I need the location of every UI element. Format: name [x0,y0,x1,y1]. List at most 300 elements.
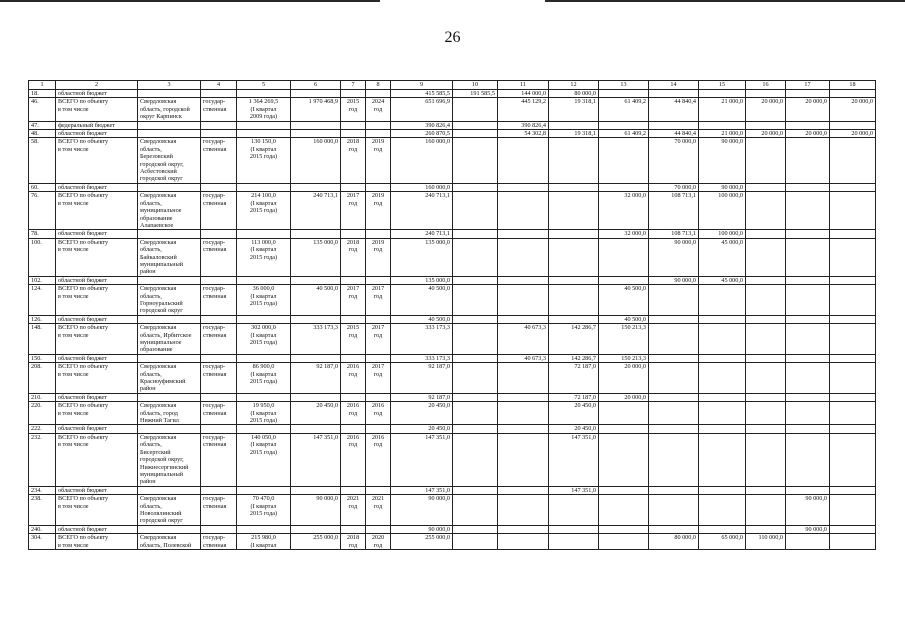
table-cell [366,276,391,284]
header-cell: 17 [786,81,830,90]
table-cell: 48. [29,130,56,138]
table-cell [830,315,876,323]
table-cell: областной бюджет [56,230,138,238]
table-cell [830,525,876,533]
table-cell: 222. [29,425,56,433]
table-cell [138,315,201,323]
table-cell [453,354,498,362]
table-cell [453,138,498,183]
header-cell: 12 [549,81,599,90]
table-cell [830,534,876,550]
table-cell: 20 000,0 [786,130,830,138]
table-cell [786,393,830,401]
table-cell [453,285,498,316]
table-cell [453,402,498,425]
table-cell [746,495,786,526]
table-cell: 20 450,0 [549,425,599,433]
table-cell: 2015 год [341,98,366,121]
table-cell: 2019 год [366,192,391,230]
table-cell [830,285,876,316]
table-cell: областной бюджет [56,425,138,433]
table-cell [453,534,498,550]
table-cell [649,315,699,323]
table-cell: 148. [29,324,56,355]
table-cell [341,354,366,362]
table-cell [746,121,786,129]
table-cell [549,276,599,284]
table-cell [237,425,291,433]
table-cell [341,486,366,494]
table-cell: 240 713,1 [291,192,341,230]
table-cell: 70 000,0 [649,183,699,191]
table-cell: 142 286,7 [549,354,599,362]
table-cell: Свердловская область, Байкаловский муниципальный район [138,238,201,276]
table-cell: 47. [29,121,56,129]
table-row [29,130,876,138]
table-cell [746,276,786,284]
table-cell [830,121,876,129]
table-cell [138,183,201,191]
table-cell: 54 302,8 [498,130,549,138]
table-cell: 1 970 468,9 [291,98,341,121]
table-row [29,354,876,362]
table-cell: 40 500,0 [391,285,453,316]
table-cell: 20 450,0 [391,425,453,433]
table-cell: 20 000,0 [746,130,786,138]
table-cell: 210. [29,393,56,401]
table-cell [366,121,391,129]
table-cell [649,363,699,394]
header-cell: 15 [699,81,746,90]
table-cell [453,130,498,138]
table-cell: 32 000,0 [599,230,649,238]
table-cell: 92 187,0 [291,363,341,394]
table-row [29,192,876,230]
table-cell: 72 187,0 [549,363,599,394]
table-cell [291,425,341,433]
table-cell [746,90,786,98]
table-cell: 78. [29,230,56,238]
table-cell: 108 713,1 [649,230,699,238]
table-cell: 215 980,0 (I квартал [237,534,291,550]
table-cell: 2019 год [366,138,391,183]
table-cell: ВСЕГО по объекту в том числе [56,402,138,425]
table-cell: 2017 год [341,192,366,230]
table-cell: 45 000,0 [699,238,746,276]
table-cell [498,315,549,323]
table-cell [138,425,201,433]
top-rule-left [0,0,380,2]
header-cell: 18 [830,81,876,90]
table-cell: 390 826,4 [391,121,453,129]
table-cell [599,238,649,276]
table-cell [786,121,830,129]
table-cell: 2024 год [366,98,391,121]
table-cell [599,425,649,433]
table-row [29,402,876,425]
table-row [29,393,876,401]
table-cell: 19 318,1 [549,98,599,121]
table-cell [786,230,830,238]
table-cell [699,402,746,425]
table-cell [341,276,366,284]
table-cell [366,354,391,362]
table-cell: 20 000,0 [746,98,786,121]
table-cell [649,525,699,533]
table-cell: 90 000,0 [699,183,746,191]
table-cell: 142 286,7 [549,324,599,355]
table-cell [453,495,498,526]
table-cell: 90 000,0 [391,495,453,526]
table-cell: областной бюджет [56,276,138,284]
table-cell: 21 000,0 [699,98,746,121]
table-cell [237,393,291,401]
table-cell [366,230,391,238]
table-cell: 126. [29,315,56,323]
table-cell: 19 950,0 (I квартал 2015 года) [237,402,291,425]
table-cell [201,183,237,191]
table-row [29,183,876,191]
table-cell [341,525,366,533]
table-row [29,425,876,433]
table-cell: 160 000,0 [291,138,341,183]
table-cell [786,534,830,550]
table-cell [746,425,786,433]
table-cell: Свердловская область, городской округ Карпинск [138,98,201,121]
table-cell [746,138,786,183]
table-cell: 36 000,0 (I квартал 2015 года) [237,285,291,316]
table-cell [830,363,876,394]
table-cell: 108 713,1 [649,192,699,230]
table-cell [453,525,498,533]
table-cell [599,433,649,486]
table-cell: 651 696,9 [391,98,453,121]
table-cell: 76. [29,192,56,230]
table-cell [830,192,876,230]
table-cell [830,393,876,401]
table-cell [549,534,599,550]
table-cell: 147 351,0 [291,433,341,486]
table-cell: 86 900,0 (I квартал 2015 года) [237,363,291,394]
table-cell [201,90,237,98]
table-cell [498,393,549,401]
table-cell: 208. [29,363,56,394]
table-cell: Свердловская область, Березовский городской округ, Асбестовский городской округ [138,138,201,183]
table-cell: государ- ственная [201,138,237,183]
table-cell [830,138,876,183]
table-cell: 20 000,0 [830,130,876,138]
table-cell: Свердловская область, Полевской [138,534,201,550]
table-cell: Свердловская область, Бисертский городской округ, Нижнесергинский муниципальный район [138,433,201,486]
table-cell [138,525,201,533]
table-cell [453,393,498,401]
table-cell: 110 000,0 [746,534,786,550]
table-cell [453,486,498,494]
table-cell [830,238,876,276]
table-cell: ВСЕГО по объекту в том числе [56,192,138,230]
table-cell: 135 000,0 [391,238,453,276]
table-cell [237,486,291,494]
table-cell [237,230,291,238]
table-cell: 90 000,0 [786,495,830,526]
table-cell: 40 500,0 [391,315,453,323]
table-cell [549,525,599,533]
table-cell [498,425,549,433]
table-cell: 415 585,5 [391,90,453,98]
table-cell [453,433,498,486]
table-cell [291,354,341,362]
table-cell [549,183,599,191]
table-cell [746,433,786,486]
table-cell [830,402,876,425]
table-cell: 40 673,3 [498,324,549,355]
table-cell [237,121,291,129]
table-cell: 20 000,0 [599,363,649,394]
table-cell [746,183,786,191]
table-cell [498,363,549,394]
table-cell: ВСЕГО по объекту в том числе [56,363,138,394]
table-cell: государ- ственная [201,192,237,230]
table-cell: 72 187,0 [549,393,599,401]
table-cell [341,130,366,138]
table-cell [786,354,830,362]
table-cell [746,393,786,401]
table-cell: 191 585,5 [453,90,498,98]
table-cell: государ- ственная [201,433,237,486]
table-cell [786,276,830,284]
table-cell: ВСЕГО по объекту в том числе [56,138,138,183]
table-cell [549,138,599,183]
table-cell: 333 173,3 [291,324,341,355]
table-cell [599,534,649,550]
table-cell: 20 000,0 [786,98,830,121]
table-cell [746,192,786,230]
table-cell [201,315,237,323]
table-cell: 32 000,0 [599,192,649,230]
table-cell: Свердловская область, Новолялинский городской округ [138,495,201,526]
header-cell: 7 [341,81,366,90]
table-cell: 2019 год [366,238,391,276]
table-cell [341,393,366,401]
table-cell [599,183,649,191]
table-cell: 2016 год [341,402,366,425]
table-cell [599,121,649,129]
table-cell [498,230,549,238]
table-cell [453,230,498,238]
table-cell: 238. [29,495,56,526]
table-cell: 90 000,0 [786,525,830,533]
table-cell [498,433,549,486]
table-cell: 100 000,0 [699,230,746,238]
header-cell: 13 [599,81,649,90]
table-cell: 20 000,0 [599,393,649,401]
table-cell [291,393,341,401]
table-cell [237,183,291,191]
table-cell [699,324,746,355]
table-cell: 150. [29,354,56,362]
table-cell [237,315,291,323]
table-cell: 2015 год [341,324,366,355]
table-cell: государ- ственная [201,495,237,526]
table-row [29,433,876,486]
table-cell [649,324,699,355]
page-number: 26 [444,29,461,46]
table-cell: 102. [29,276,56,284]
table-cell [649,402,699,425]
table-cell: 18. [29,90,56,98]
table-cell [699,285,746,316]
table-cell: государ- ственная [201,363,237,394]
table-cell: 90 000,0 [291,495,341,526]
table-cell [599,495,649,526]
table-cell: 45 000,0 [699,276,746,284]
table-cell [341,121,366,129]
header-cell: 8 [366,81,391,90]
table-cell [746,402,786,425]
table-cell [786,433,830,486]
table-cell [366,315,391,323]
table-cell [599,90,649,98]
table-cell: 2016 год [366,402,391,425]
table-cell: 144 000,0 [498,90,549,98]
table-cell [599,486,649,494]
table-cell: 20 000,0 [830,98,876,121]
table-cell [138,230,201,238]
table-cell: 147 351,0 [391,433,453,486]
table-cell [341,90,366,98]
header-cell: 4 [201,81,237,90]
table-cell [786,363,830,394]
table-cell [549,285,599,316]
table-cell: 2017 год [366,363,391,394]
table-cell [599,525,649,533]
table-cell [498,486,549,494]
table-cell [786,324,830,355]
table-cell [599,138,649,183]
table-cell: 2017 год [341,285,366,316]
table-cell [699,393,746,401]
table-cell [786,315,830,323]
table-cell [201,486,237,494]
table-cell [649,495,699,526]
table-cell [746,354,786,362]
table-row [29,363,876,394]
table-row [29,90,876,98]
table-cell [237,130,291,138]
table-row [29,315,876,323]
table-cell: 90 000,0 [699,138,746,183]
table-cell [746,363,786,394]
table-cell [201,393,237,401]
table-cell [699,425,746,433]
table-cell [453,98,498,121]
table-cell: 21 000,0 [699,130,746,138]
header-cell: 1 [29,81,56,90]
header-cell: 10 [453,81,498,90]
table-cell [201,130,237,138]
table-cell [341,183,366,191]
table-cell [746,315,786,323]
table-cell: 240 713,1 [391,192,453,230]
table-cell [699,363,746,394]
table-cell: 2021 год [341,495,366,526]
table-row [29,276,876,284]
table-cell [341,230,366,238]
table-cell: 160 000,0 [391,138,453,183]
table-row [29,525,876,533]
table-cell: 124. [29,285,56,316]
table-cell: областной бюджет [56,393,138,401]
table-cell: 135 000,0 [291,238,341,276]
table-cell [498,183,549,191]
table-cell [549,230,599,238]
table-cell [549,238,599,276]
table-cell: 90 000,0 [391,525,453,533]
table-cell: 390 826,4 [498,121,549,129]
table-cell [498,238,549,276]
table-cell: 40 673,3 [498,354,549,362]
table-cell: 46. [29,98,56,121]
table-cell [291,276,341,284]
table-cell [453,315,498,323]
table-cell: 2021 год [366,495,391,526]
table-cell [649,393,699,401]
table-cell [786,486,830,494]
table-cell [366,525,391,533]
table-cell [453,425,498,433]
table-cell: государ- ственная [201,534,237,550]
table-cell: 1 364 269,5 (I квартал 2009 года) [237,98,291,121]
table-cell [786,238,830,276]
table-cell [138,276,201,284]
table-cell: 214 100,0 (I квартал 2015 года) [237,192,291,230]
table-cell [699,315,746,323]
table-cell [138,354,201,362]
table-cell: федеральный бюджет [56,121,138,129]
table-cell: ВСЕГО по объекту в том числе [56,534,138,550]
table-cell [649,285,699,316]
table-cell [786,402,830,425]
table-cell: государ- ственная [201,285,237,316]
table-cell: 44 840,4 [649,130,699,138]
table-cell: 20 450,0 [391,402,453,425]
table-cell [366,130,391,138]
table-cell [453,238,498,276]
table-cell: 2016 год [366,433,391,486]
header-cell: 9 [391,81,453,90]
table-cell: областной бюджет [56,183,138,191]
table-cell [699,90,746,98]
table-cell [746,238,786,276]
header-cell: 3 [138,81,201,90]
table-cell [830,495,876,526]
table-cell: 2016 год [341,363,366,394]
table-cell: Свердловская область, муниципальное образование Алапаевское [138,192,201,230]
header-cell: 11 [498,81,549,90]
table-cell [786,183,830,191]
table-cell: 90 000,0 [649,238,699,276]
table-cell: государ- ственная [201,98,237,121]
table-cell: 445 129,2 [498,98,549,121]
table-cell: 2018 год [341,138,366,183]
table-cell [786,90,830,98]
table-cell: Свердловская область, Горноуральский городской округ [138,285,201,316]
table-cell [291,230,341,238]
table-cell [453,121,498,129]
table-cell [746,324,786,355]
table-cell: ВСЕГО по объекту в том числе [56,238,138,276]
table-cell: 65 000,0 [699,534,746,550]
